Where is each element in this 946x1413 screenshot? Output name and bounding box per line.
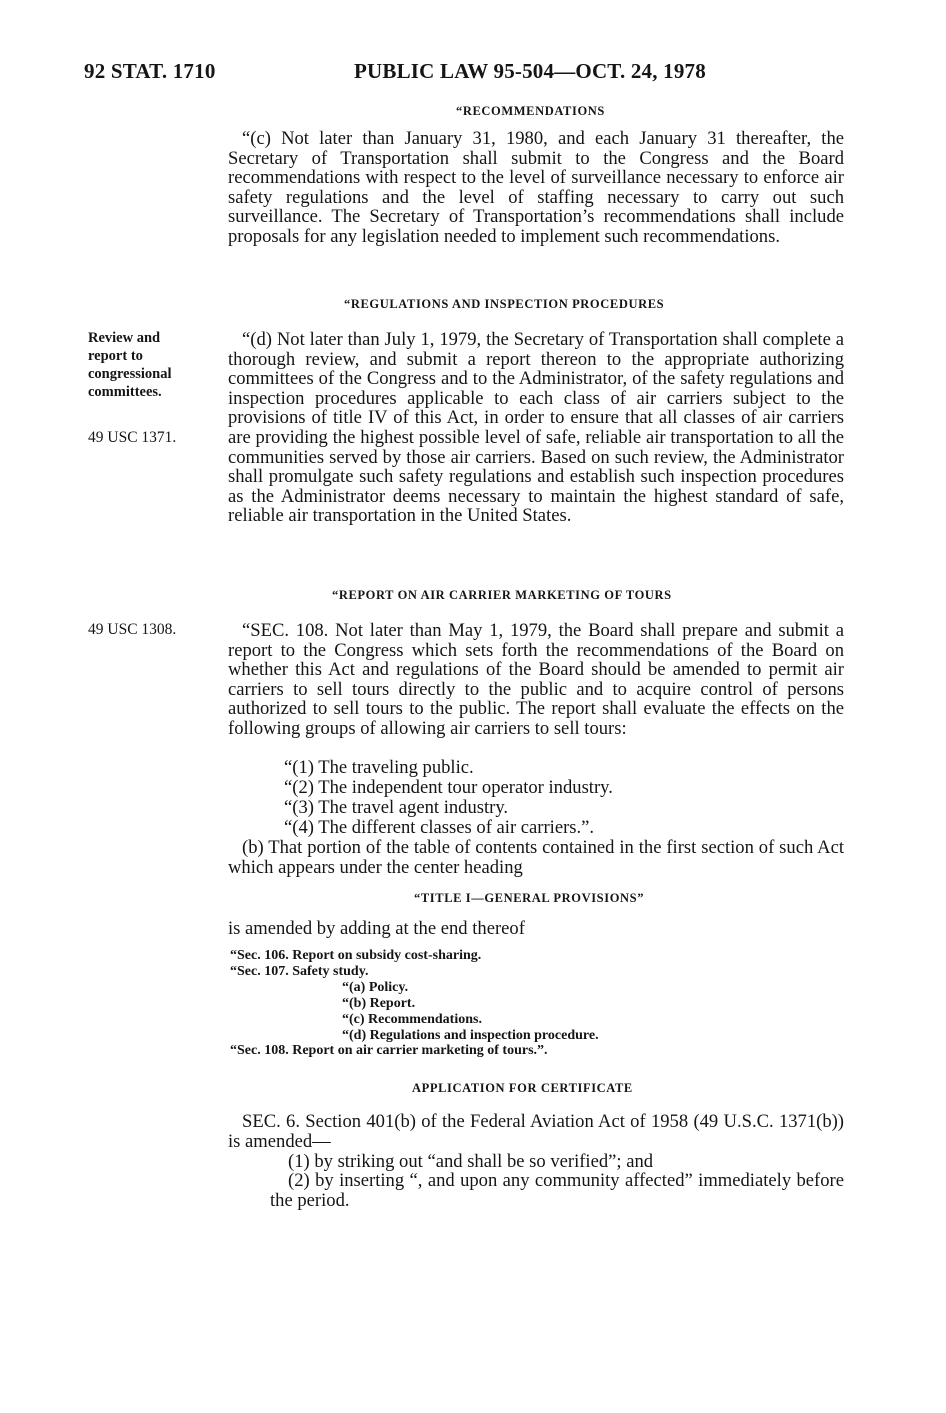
paragraph-d (228, 330, 844, 526)
section-heading-certificate: APPLICATION FOR CERTIFICATE (412, 1081, 633, 1095)
amendment-lead: is amended by adding at the end thereof (228, 918, 525, 939)
toc-center-heading: “TITLE I—GENERAL PROVISIONS” (414, 891, 645, 905)
tours-item-4: “(4) The different classes of air carriers.”. (284, 817, 595, 838)
paragraph-b (228, 838, 844, 877)
paragraph-c (228, 129, 844, 247)
toc-line-107-c: “(c) Recommendations. (342, 1012, 482, 1027)
section-6-paragraph (228, 1112, 844, 1151)
section-6-text: SEC. 6. Section 401(b) of the Federal Aviation Act of 1958 (49 U.S.C. 1371(b)) is amended— (228, 1111, 844, 1152)
paragraph-c-text: “(c) Not later than January 31, 1980, and each January 31 thereafter, the Secretary of Transportation shall submit to the Congress and the Board recommendations with respect to the level of surveillance necessary to enforce air safety regulations and the level of staffing necessary to carry out such surveillance. The Secretary of Transportation’s recommendations shall include proposals for any legislation needed to implement such recommendations. (228, 128, 844, 247)
margin-note-review: Review and report to congressional committees. (88, 330, 172, 400)
tours-item-3: “(3) The travel agent industry. (284, 797, 509, 818)
margin-note-49-usc-1308: 49 USC 1308. (88, 621, 177, 638)
toc-line-107-a: “(a) Policy. (342, 980, 409, 995)
paragraph-d-text: “(d) Not later than July 1, 1979, the Secretary of Transportation shall complete a thorough review, and submit a report thereon to the appropriate authorizing committees of the Congress and to the Administrator, of the safety regulations and inspection procedures applicable to each class of air carriers subject to the provisions of title IV of this Act, in order to ensure that all classes of air carriers are providing the highest possible level of safe, reliable air transportation to all the communities served by those air carriers. Based on such review, the Administrator shall promulgate such safety regulations and establish such inspection procedures as the Administrator deems necessary to maintain the highest standard of safe, reliable air transportation in the United States. (228, 329, 844, 527)
paragraph-b-text: (b) That portion of the table of contents contained in the first section of such Act which appears under the center heading (228, 837, 844, 878)
section-108-text: “SEC. 108. Not later than May 1, 1979, the Board shall prepare and submit a report to the Congress which sets forth the recommendations of the Board on whether this Act and regulations of the Board should be amended to permit air carriers to sell tours directly to the public and to acquire control of persons authorized to sell tours to the public. The report shall evaluate the effects on the following groups of allowing air carriers to sell tours: (228, 620, 844, 739)
toc-line-107-d: “(d) Regulations and inspection procedure. (342, 1028, 599, 1043)
section-heading-tours: “REPORT ON AIR CARRIER MARKETING OF TOURS (332, 588, 672, 602)
certificate-item-1: (1) by striking out “and shall be so verified”; and (288, 1151, 654, 1172)
margin-note-49-usc-1371: 49 USC 1371. (88, 429, 177, 446)
tours-item-2: “(2) The independent tour operator industry. (284, 777, 613, 798)
tours-item-1: “(1) The traveling public. (284, 757, 474, 778)
toc-line-107-b: “(b) Report. (342, 996, 416, 1011)
section-heading-regulations: “REGULATIONS AND INSPECTION PROCEDURES (344, 297, 665, 311)
section-108-paragraph (228, 621, 844, 739)
stat-page-reference: 92 STAT. 1710 (84, 59, 216, 83)
page-title: PUBLIC LAW 95-504—OCT. 24, 1978 (354, 59, 706, 83)
certificate-item-2 (270, 1171, 844, 1210)
toc-line-sec-108: “Sec. 108. Report on air carrier marketing of tours.”. (230, 1043, 548, 1058)
toc-line-sec-106: “Sec. 106. Report on subsidy cost-sharing. (230, 948, 482, 963)
section-heading-recommendations: “RECOMMENDATIONS (456, 104, 605, 118)
certificate-item-2-text: (2) by inserting “, and upon any community affected” immediately before the period. (270, 1170, 844, 1211)
toc-line-sec-107: “Sec. 107. Safety study. (230, 964, 369, 979)
